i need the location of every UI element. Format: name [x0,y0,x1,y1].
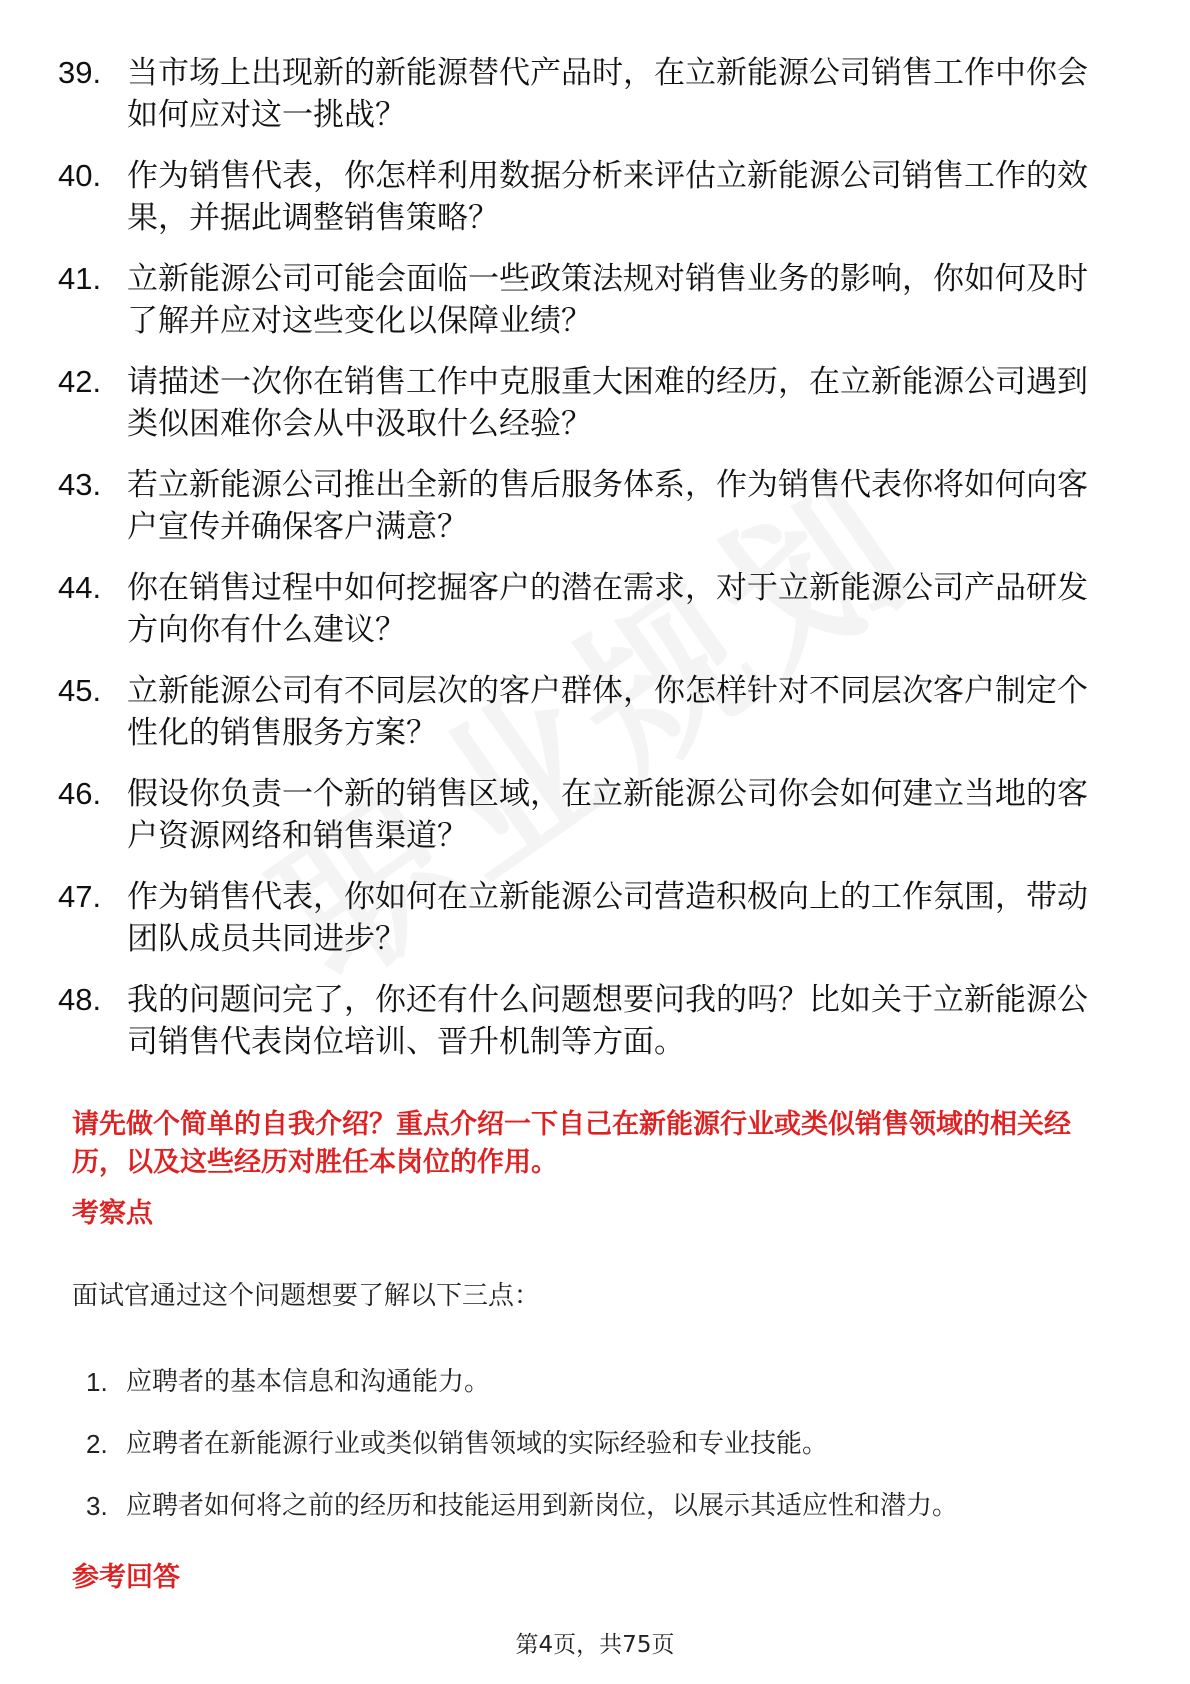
point-text: 应聘者的基本信息和沟通能力。 [126,1367,491,1397]
question-number: 47. [58,879,102,914]
question-list [58,52,1118,1082]
question-number: 45. [58,673,102,708]
question-number: 40. [58,158,102,193]
question-number: 48. [58,982,102,1017]
page-footer: 第4页，共75页 [515,1632,675,1658]
question-item [58,670,1118,754]
list-item [86,1364,1086,1400]
question-item [58,876,1118,960]
list-item [86,1426,1086,1462]
intro-text: 面试官通过这个问题想要了解以下三点： [72,1281,541,1311]
question-text: 当市场上出现新的新能源替代产品时，在立新能源公司销售工作中你会如何应对这一挑战？ [127,55,1088,133]
question-item [58,361,1118,445]
question-number: 43. [58,467,102,502]
section-heading-answer: 参考回答 [72,1562,180,1593]
question-text: 若立新能源公司推出全新的售后服务体系，作为销售代表你将如何向客户宣传并确保客户满意？ [127,467,1088,545]
question-text: 立新能源公司有不同层次的客户群体，你怎样针对不同层次客户制定个性化的销售服务方案？ [127,673,1088,751]
question-text: 假设你负责一个新的销售区域，在立新能源公司你会如何建立当地的客户资源网络和销售渠道？ [127,776,1088,854]
question-number: 41. [58,261,102,296]
question-number: 39. [58,55,102,90]
examine-points-list [86,1364,1086,1550]
question-number: 44. [58,570,102,605]
question-text: 你在销售过程中如何挖掘客户的潜在需求，对于立新能源公司产品研发方向你有什么建议？ [127,570,1088,648]
point-number: 3. [86,1491,108,1521]
question-text: 作为销售代表，你怎样利用数据分析来评估立新能源公司销售工作的效果，并据此调整销售策略？ [127,158,1088,236]
question-item [58,258,1118,342]
question-item [58,155,1118,239]
point-text: 应聘者如何将之前的经历和技能运用到新岗位，以展示其适应性和潜力。 [126,1491,959,1521]
question-item [58,567,1118,651]
question-item [58,52,1118,136]
question-item [58,773,1118,857]
question-text: 作为销售代表，你如何在立新能源公司营造积极向上的工作氛围，带动团队成员共同进步？ [127,879,1088,957]
question-number: 42. [58,364,102,399]
question-text: 请描述一次你在销售工作中克服重大困难的经历，在立新能源公司遇到类似困难你会从中汲取什么经验？ [127,364,1088,442]
question-item [58,464,1118,548]
point-number: 2. [86,1429,108,1459]
highlight-question: 请先做个简单的自我介绍？重点介绍一下自己在新能源行业或类似销售领域的相关经历，以及这些经历对胜任本岗位的作用。 [72,1109,1071,1178]
point-number: 1. [86,1367,108,1397]
point-text: 应聘者在新能源行业或类似销售领域的实际经验和专业技能。 [126,1429,829,1459]
question-text: 立新能源公司可能会面临一些政策法规对销售业务的影响，你如何及时了解并应对这些变化以保障业绩？ [127,261,1088,339]
section-heading-examine: 考察点 [72,1198,153,1229]
question-text: 我的问题问完了，你还有什么问题想要问我的吗？比如关于立新能源公司销售代表岗位培训、晋升机制等方面。 [127,982,1088,1060]
question-item [58,979,1118,1063]
list-item [86,1488,1086,1524]
question-number: 46. [58,776,102,811]
